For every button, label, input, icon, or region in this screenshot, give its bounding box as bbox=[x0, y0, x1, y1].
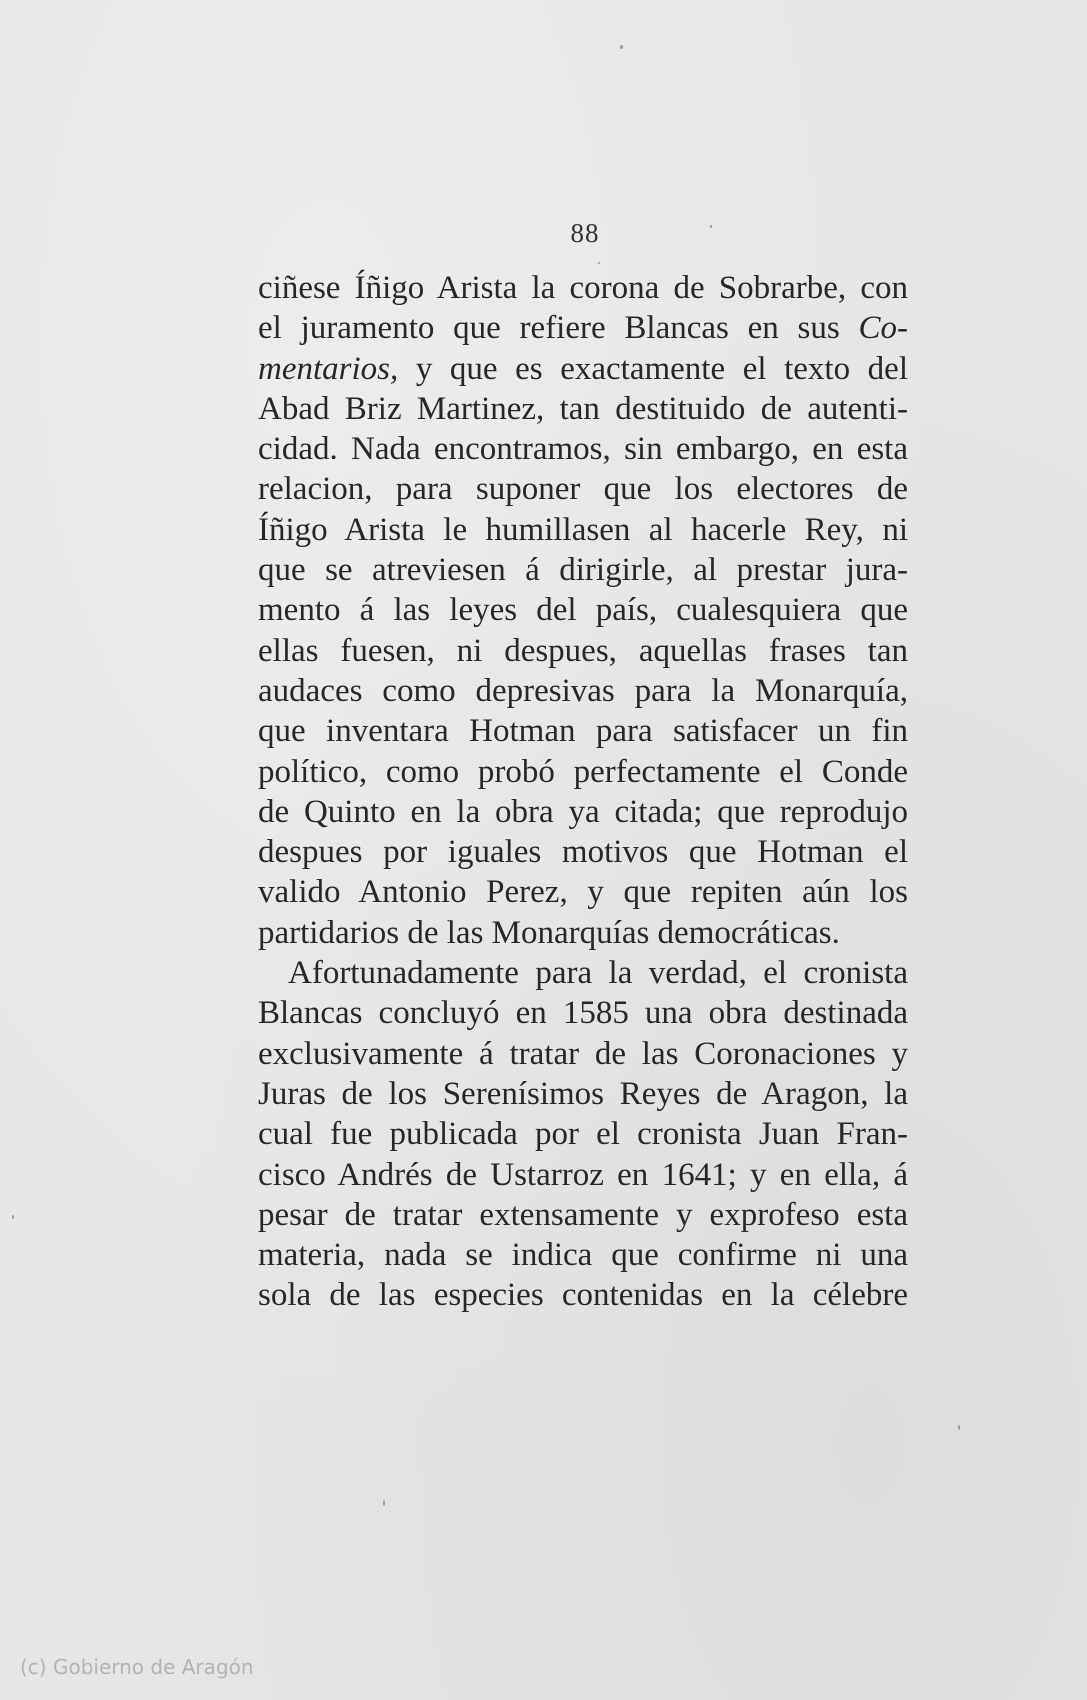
paper-speck bbox=[383, 1500, 385, 1506]
text-line: Afortunadamente para la verdad, el cronista bbox=[288, 955, 908, 992]
text-segment-italic: Co- bbox=[858, 310, 908, 347]
text-line: relacion, para suponer que los electores de bbox=[258, 471, 908, 508]
text-line: exclusivamente á tratar de las Coronaciones y bbox=[258, 1035, 908, 1072]
text-segment: y que es exactamente el texto del bbox=[398, 350, 908, 387]
text-line: que inventara Hotman para satisfacer un fin bbox=[258, 713, 908, 750]
text-segment: el juramento que refiere Blancas en sus bbox=[258, 310, 859, 347]
text-line: cual fue publicada por el cronista Juan Fran- bbox=[258, 1116, 908, 1153]
paper-speck bbox=[958, 1425, 960, 1430]
text-line: cisco Andrés de Ustarroz en 1641; y en ella, á bbox=[258, 1156, 908, 1193]
text-line: Blancas concluyó en 1585 una obra destinada bbox=[258, 995, 908, 1032]
paper-speck bbox=[710, 225, 712, 228]
text-line: ciñese Íñigo Arista la corona de Sobrarbe, con bbox=[258, 270, 908, 306]
text-line: sola de las especies contenidas en la célebre bbox=[258, 1277, 908, 1314]
copyright-watermark: (c) Gobierno de Aragón bbox=[20, 1655, 254, 1679]
page-number: 88 bbox=[570, 218, 600, 248]
paper-speck bbox=[12, 1215, 14, 1219]
text-line bbox=[258, 308, 908, 348]
body-text bbox=[258, 268, 908, 1316]
text-line: ellas fuesen, ni despues, aquellas frases tan bbox=[258, 632, 908, 669]
text-line bbox=[258, 349, 908, 389]
text-line: pesar de tratar extensamente y exprofeso esta bbox=[258, 1196, 908, 1233]
text-line: político, como probó perfectamente el Conde bbox=[258, 753, 908, 790]
text-line: de Quinto en la obra ya citada; que reprodujo bbox=[258, 793, 908, 830]
text-line: que se atreviesen á dirigirle, al prestar jura- bbox=[258, 552, 908, 589]
text-line: audaces como depresivas para la Monarquía, bbox=[258, 672, 908, 709]
text-line: Abad Briz Martinez, tan destituido de autenti- bbox=[258, 390, 908, 427]
text-line: materia, nada se indica que confirme ni una bbox=[258, 1237, 908, 1274]
paper-speck bbox=[598, 262, 600, 264]
text-line: Íñigo Arista le humillasen al hacerle Rey, ni bbox=[258, 511, 908, 548]
text-line: Juras de los Serenísimos Reyes de Aragon, la bbox=[258, 1075, 908, 1112]
text-line: mento á las leyes del país, cualesquiera que bbox=[258, 592, 908, 629]
text-segment-italic: mentarios, bbox=[258, 350, 399, 387]
paragraph-1 bbox=[258, 268, 908, 953]
text-line: cidad. Nada encontramos, sin embargo, en esta bbox=[258, 431, 908, 468]
text-line: partidarios de las Monarquías democráticas. bbox=[258, 914, 840, 951]
paper-speck bbox=[620, 45, 623, 49]
text-line: valido Antonio Perez, y que repiten aún los bbox=[258, 874, 908, 911]
text-line: despues por iguales motivos que Hotman el bbox=[258, 834, 908, 871]
paragraph-2 bbox=[258, 953, 908, 1316]
